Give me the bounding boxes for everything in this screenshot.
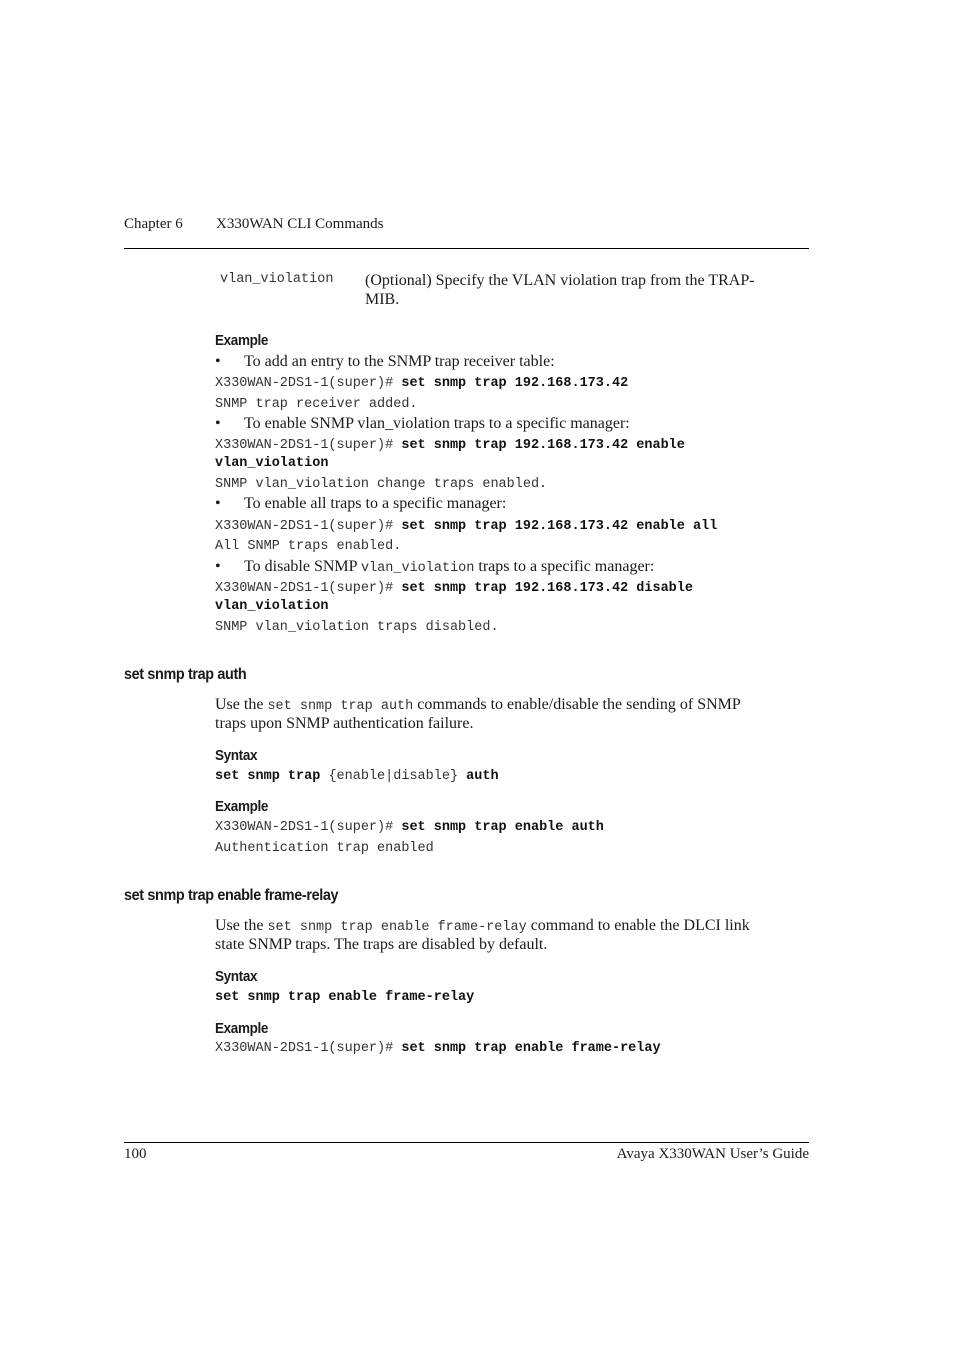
auth-description-line2: traps upon SNMP authentication failure. — [215, 715, 474, 732]
cli-prompt: X330WAN-2DS1-1(super)# — [215, 376, 394, 391]
inline-code: set snmp trap enable frame-relay — [267, 920, 527, 935]
syntax-line — [215, 990, 474, 1005]
bullet-dot: • — [215, 495, 221, 512]
code-output: SNMP trap receiver added. — [215, 397, 418, 412]
bullet-dot: • — [215, 415, 221, 432]
code-output: SNMP vlan_violation traps disabled. — [215, 620, 499, 635]
cli-prompt: X330WAN-2DS1-1(super)# — [215, 581, 394, 596]
example-label: Example — [215, 332, 269, 349]
syntax-keyword: auth — [466, 769, 499, 784]
example-label: Example — [215, 798, 269, 815]
chapter-number: Chapter 6 — [124, 216, 183, 232]
auth-description-line1 — [215, 696, 741, 714]
bullet-text: traps to a specific manager: — [478, 558, 655, 575]
desc-text: command to enable the DLCI link — [530, 917, 750, 934]
frame-relay-description-line1 — [215, 917, 750, 935]
syntax-label: Syntax — [215, 968, 258, 985]
code-line — [215, 1041, 661, 1056]
cli-command: set snmp trap 192.168.173.42 enable all — [401, 519, 718, 534]
chapter-title: X330WAN CLI Commands — [216, 216, 384, 232]
param-desc-line2: MIB. — [365, 291, 400, 308]
page-header — [124, 216, 809, 249]
param-description — [365, 271, 795, 309]
syntax-label: Syntax — [215, 747, 258, 764]
cli-command: set snmp trap enable auth — [401, 820, 604, 835]
code-line-cont — [215, 456, 328, 471]
desc-text: commands to enable/disable the sending of SNMP — [417, 696, 741, 713]
code-line — [215, 820, 604, 835]
example-label: Example — [215, 1020, 269, 1037]
page-footer — [124, 1142, 809, 1162]
frame-relay-description-line2: state SNMP traps. The traps are disabled by default. — [215, 936, 548, 953]
cli-command: set snmp trap 192.168.173.42 disable — [401, 581, 693, 596]
section-heading-auth: set snmp trap auth — [124, 666, 247, 683]
bullet-item — [215, 495, 506, 513]
code-line — [215, 519, 717, 534]
code-output: Authentication trap enabled — [215, 841, 434, 856]
guide-title: Avaya X330WAN User’s Guide — [616, 1146, 809, 1162]
cli-prompt: X330WAN-2DS1-1(super)# — [215, 1041, 394, 1056]
cli-command: set snmp trap 192.168.173.42 — [401, 376, 629, 391]
code-line — [215, 438, 685, 453]
syntax-keyword: set snmp trap enable frame-relay — [215, 990, 475, 1005]
bullet-text: To enable SNMP vlan_violation traps to a specific manager: — [244, 415, 630, 432]
page-number: 100 — [124, 1146, 147, 1162]
cli-prompt: X330WAN-2DS1-1(super)# — [215, 438, 394, 453]
bullet-item — [215, 558, 654, 576]
cli-command: set snmp trap enable frame-relay — [401, 1041, 661, 1056]
bullet-item — [215, 415, 630, 433]
bullet-dot: • — [215, 353, 221, 370]
bullet-dot: • — [215, 558, 221, 575]
code-line — [215, 581, 693, 596]
inline-code: set snmp trap auth — [267, 699, 414, 714]
bullet-text: To add an entry to the SNMP trap receiver table: — [244, 353, 555, 370]
bullet-item — [215, 353, 555, 371]
desc-text: Use the — [215, 917, 264, 934]
syntax-line — [215, 769, 499, 784]
cli-prompt: X330WAN-2DS1-1(super)# — [215, 820, 394, 835]
cli-command: vlan_violation — [215, 456, 329, 471]
bullet-text: To disable SNMP — [244, 558, 357, 575]
cli-prompt: X330WAN-2DS1-1(super)# — [215, 519, 394, 534]
section-heading-frame-relay: set snmp trap enable frame-relay — [124, 887, 339, 904]
cli-command: set snmp trap 192.168.173.42 enable — [401, 438, 685, 453]
param-desc-line1: (Optional) Specify the VLAN violation trap from the TRAP- — [365, 272, 755, 289]
code-line-cont — [215, 599, 328, 614]
syntax-option: {enable|disable} — [328, 769, 459, 784]
inline-code: vlan_violation — [360, 561, 475, 576]
desc-text: Use the — [215, 696, 264, 713]
bullet-text: To enable all traps to a specific manager: — [244, 495, 507, 512]
code-output: SNMP vlan_violation change traps enabled. — [215, 477, 548, 492]
cli-command: vlan_violation — [215, 599, 329, 614]
code-output: All SNMP traps enabled. — [215, 539, 402, 554]
param-name: vlan_violation — [220, 272, 334, 287]
code-line — [215, 376, 628, 391]
syntax-keyword: set snmp trap — [215, 769, 321, 784]
